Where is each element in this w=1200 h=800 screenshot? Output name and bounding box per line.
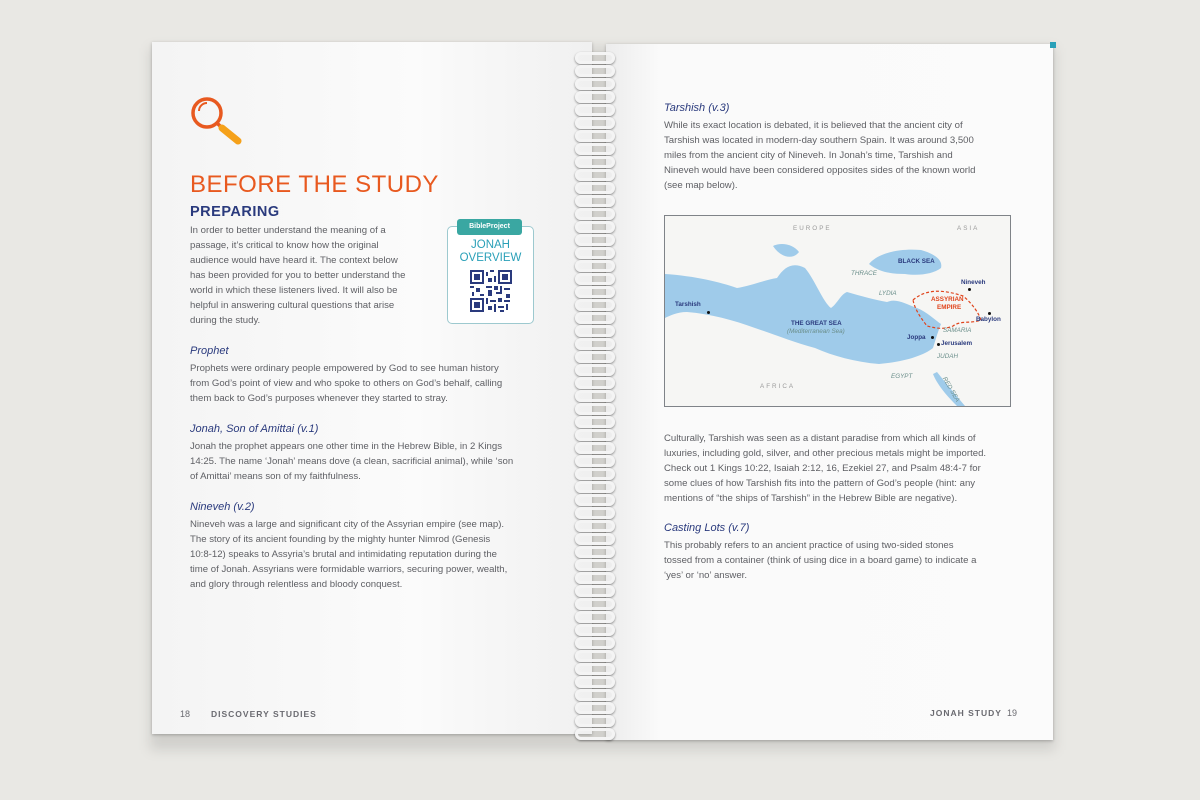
coil-ring bbox=[575, 260, 615, 272]
body-line: The story of its ancient founding by the mighty hunter Nimrod (Genesis bbox=[190, 534, 491, 545]
spiral-coil bbox=[565, 182, 623, 195]
qr-title bbox=[448, 239, 533, 265]
coil-ring bbox=[575, 390, 615, 402]
qr-card[interactable] bbox=[447, 223, 534, 324]
spiral-coil bbox=[565, 221, 623, 234]
section-title: Tarshish (v.3) bbox=[664, 102, 730, 114]
map-label: ASIA bbox=[957, 225, 980, 232]
coil-ring bbox=[575, 65, 615, 77]
coil-ring bbox=[575, 702, 615, 714]
section-title: Prophet bbox=[190, 345, 229, 357]
coil-ring bbox=[575, 689, 615, 701]
map-label: ASSYRIAN bbox=[931, 296, 964, 303]
coil-ring bbox=[575, 455, 615, 467]
coil-ring bbox=[575, 117, 615, 129]
spiral-coil bbox=[565, 689, 623, 702]
body-line: of Amittai’ means son of my faithfulness. bbox=[190, 471, 361, 482]
coil-ring bbox=[575, 325, 615, 337]
coil-ring bbox=[575, 546, 615, 558]
spiral-coil bbox=[565, 143, 623, 156]
intro-line: world in which these listeners lived. It will also be bbox=[190, 285, 398, 296]
coil-ring bbox=[575, 130, 615, 142]
spiral-coil bbox=[565, 442, 623, 455]
coil-ring bbox=[575, 429, 615, 441]
spiral-coil bbox=[565, 728, 623, 741]
spiral-coil bbox=[565, 65, 623, 78]
section-title: Casting Lots (v.7) bbox=[664, 522, 750, 534]
coil-ring bbox=[575, 585, 615, 597]
spiral-coil bbox=[565, 130, 623, 143]
body-line: This probably refers to an ancient practice of using two-sided stones bbox=[664, 540, 954, 551]
coil-ring bbox=[575, 364, 615, 376]
coil-ring bbox=[575, 247, 615, 259]
spiral-coil bbox=[565, 156, 623, 169]
coil-ring bbox=[575, 663, 615, 675]
map-label: Jerusalem bbox=[941, 340, 973, 347]
spiral-coil bbox=[565, 507, 623, 520]
map-label: EGYPT bbox=[891, 373, 913, 380]
coil-ring bbox=[575, 715, 615, 727]
city-dot bbox=[988, 312, 991, 315]
spiral-coil bbox=[565, 208, 623, 221]
footer-left: DISCOVERY STUDIES bbox=[211, 709, 317, 719]
spiral-coil bbox=[565, 611, 623, 624]
map-label: BLACK SEA bbox=[898, 258, 935, 265]
intro-line: has been provided for you to better understand the bbox=[190, 270, 406, 281]
spiral-coil bbox=[565, 572, 623, 585]
coil-ring bbox=[575, 221, 615, 233]
spiral-coil bbox=[565, 312, 623, 325]
spiral-coil bbox=[565, 364, 623, 377]
body-line: Jonah the prophet appears one other time in the Hebrew Bible, in 2 Kings bbox=[190, 441, 502, 452]
body-line: Check out 1 Kings 10:22, Isaiah 2:12, 16, Ezekiel 27, and Psalm 48:4-7 for bbox=[664, 463, 981, 474]
page-heading: BEFORE THE STUDY bbox=[190, 171, 439, 198]
coil-ring bbox=[575, 351, 615, 363]
body-line: ‘yes’ or ‘no’ answer. bbox=[664, 570, 748, 581]
spiral-coil bbox=[565, 598, 623, 611]
page-number-right: 19 bbox=[1007, 708, 1018, 718]
body-line: from God’s point of view and who spoke to others on God’s behalf, calling bbox=[190, 378, 503, 389]
section-subheading: PREPARING bbox=[190, 204, 280, 220]
body-line: Nineveh was a large and significant city of the Assyrian empire (see map). bbox=[190, 519, 505, 530]
bibleproject-badge: BibleProject bbox=[457, 219, 522, 235]
body-line: Tarshish was located in modern-day southern Spain. It was around 3,500 bbox=[664, 135, 974, 146]
map-geography bbox=[665, 216, 1010, 406]
body-line: and glory through relentless and bloody conquest. bbox=[190, 579, 403, 590]
coil-ring bbox=[575, 182, 615, 194]
spiral-coil bbox=[565, 117, 623, 130]
coil-ring bbox=[575, 468, 615, 480]
spiral-coil bbox=[565, 169, 623, 182]
footer-right: JONAH STUDY bbox=[930, 708, 1002, 718]
map-label: Tarshish bbox=[675, 301, 701, 308]
coil-ring bbox=[575, 403, 615, 415]
coil-ring bbox=[575, 598, 615, 610]
map-label: THRACE bbox=[851, 270, 877, 277]
coil-ring bbox=[575, 377, 615, 389]
qr-code bbox=[470, 270, 512, 312]
spiral-coil bbox=[565, 260, 623, 273]
spiral-coil bbox=[565, 91, 623, 104]
coil-ring bbox=[575, 156, 615, 168]
qr-title-line: JONAH bbox=[471, 239, 510, 251]
spiral-coil bbox=[565, 234, 623, 247]
spiral-coil bbox=[565, 273, 623, 286]
body-line: While its exact location is debated, it is believed that the ancient city of bbox=[664, 120, 963, 131]
coil-ring bbox=[575, 533, 615, 545]
spiral-coil bbox=[565, 377, 623, 390]
coil-ring bbox=[575, 650, 615, 662]
spiral-coil bbox=[565, 338, 623, 351]
spiral-coil bbox=[565, 286, 623, 299]
body-line: luxuries, including gold, silver, and other precious metals might be imported. bbox=[664, 448, 987, 459]
spiral-coil bbox=[565, 702, 623, 715]
section-title: Jonah, Son of Amittai (v.1) bbox=[190, 423, 319, 435]
coil-ring bbox=[575, 91, 615, 103]
spiral-coil bbox=[565, 52, 623, 65]
city-dot bbox=[968, 288, 971, 291]
coil-ring bbox=[575, 273, 615, 285]
coil-ring bbox=[575, 624, 615, 636]
body-line: Nineveh would have been considered opposites sides of the known world bbox=[664, 165, 976, 176]
spiral-coil bbox=[565, 715, 623, 728]
body-line: time of Jonah. Assyrians were formidable warriors, securing power, wealth, bbox=[190, 564, 508, 575]
spiral-coil bbox=[565, 637, 623, 650]
spiral-coil bbox=[565, 104, 623, 117]
body-line: mentions of “the ships of Tarshish” in the Hebrew Bible are negative). bbox=[664, 493, 958, 504]
body-line: miles from the ancient city of Nineveh. In Jonah’s time, Tarshish and bbox=[664, 150, 953, 161]
spiral-coil bbox=[565, 481, 623, 494]
map-label: Nineveh bbox=[961, 279, 986, 286]
coil-ring bbox=[575, 481, 615, 493]
map-label: SAMARIA bbox=[943, 327, 972, 334]
magnifying-glass-icon bbox=[188, 95, 244, 145]
page-number-left: 18 bbox=[180, 709, 191, 719]
map-label: Babylon bbox=[976, 316, 1001, 323]
map-label: AFRICA bbox=[760, 383, 796, 390]
coil-ring bbox=[575, 234, 615, 246]
coil-ring bbox=[575, 52, 615, 64]
qr-title-line: OVERVIEW bbox=[459, 252, 522, 264]
coil-ring bbox=[575, 312, 615, 324]
spiral-coil bbox=[565, 520, 623, 533]
city-dot bbox=[931, 336, 934, 339]
spiral-coil bbox=[565, 325, 623, 338]
spiral-coil bbox=[565, 624, 623, 637]
map-label: RED SEA bbox=[940, 375, 961, 404]
coil-ring bbox=[575, 299, 615, 311]
coil-ring bbox=[575, 416, 615, 428]
city-dot bbox=[937, 343, 940, 346]
map-label: LYDIA bbox=[879, 290, 897, 297]
coil-ring bbox=[575, 676, 615, 688]
intro-line: audience would have heard it. The context below bbox=[190, 255, 398, 266]
coil-ring bbox=[575, 611, 615, 623]
map-label: THE GREAT SEA bbox=[791, 320, 842, 327]
intro-line: during the study. bbox=[190, 315, 261, 326]
spiral-coil bbox=[565, 299, 623, 312]
intro-line: passage, it’s critical to know how the original bbox=[190, 240, 379, 251]
body-line: them back to God’s purposes whenever they started to stray. bbox=[190, 393, 448, 404]
spiral-coil bbox=[565, 403, 623, 416]
map-label: EUROPE bbox=[793, 225, 832, 232]
spiral-coil bbox=[565, 416, 623, 429]
intro-line: In order to better understand the meaning of a bbox=[190, 225, 386, 236]
coil-ring bbox=[575, 572, 615, 584]
coil-ring bbox=[575, 286, 615, 298]
coil-ring bbox=[575, 208, 615, 220]
body-line: some clues of how Tarshish fits into the pattern of God’s people (hint: any bbox=[664, 478, 976, 489]
coil-ring bbox=[575, 728, 615, 740]
coil-ring bbox=[575, 494, 615, 506]
spiral-coil bbox=[565, 247, 623, 260]
body-line: 14:25. The name ‘Jonah’ means dove (a clean, sacrificial animal), while ‘son bbox=[190, 456, 514, 467]
coil-ring bbox=[575, 520, 615, 532]
spiral-coil bbox=[565, 468, 623, 481]
spiral-coil bbox=[565, 663, 623, 676]
body-line: tossed from a container (think of using dice in a board game) to indicate a bbox=[664, 555, 977, 566]
body-line: Culturally, Tarshish was seen as a distant paradise from which all kinds of bbox=[664, 433, 976, 444]
spiral-coil bbox=[565, 585, 623, 598]
coil-ring bbox=[575, 442, 615, 454]
map-label: EMPIRE bbox=[937, 304, 962, 311]
map-label: Joppa bbox=[907, 334, 926, 341]
spiral-coil bbox=[565, 650, 623, 663]
spiral-coil bbox=[565, 351, 623, 364]
body-line: Prophets were ordinary people empowered by God to see human history bbox=[190, 363, 499, 374]
spiral-coil bbox=[565, 78, 623, 91]
spiral-coil bbox=[565, 494, 623, 507]
coil-ring bbox=[575, 507, 615, 519]
body-line: (see map below). bbox=[664, 180, 738, 191]
spiral-coil bbox=[565, 676, 623, 689]
coil-ring bbox=[575, 637, 615, 649]
map-label: (Mediterranean Sea) bbox=[787, 328, 845, 335]
coil-ring bbox=[575, 559, 615, 571]
spiral-coil bbox=[565, 546, 623, 559]
coil-ring bbox=[575, 169, 615, 181]
coil-ring bbox=[575, 78, 615, 90]
spiral-binding bbox=[565, 40, 625, 740]
city-dot bbox=[707, 311, 710, 314]
body-line: 10:8-12) speaks to Assyria’s brutal and intimidating reputation during the bbox=[190, 549, 498, 560]
spiral-coil bbox=[565, 559, 623, 572]
ancient-near-east-map bbox=[664, 215, 1011, 407]
coil-ring bbox=[575, 143, 615, 155]
spiral-coil bbox=[565, 533, 623, 546]
section-title: Nineveh (v.2) bbox=[190, 501, 255, 513]
map-label: JUDAH bbox=[937, 353, 958, 360]
coil-ring bbox=[575, 104, 615, 116]
spiral-coil bbox=[565, 195, 623, 208]
spiral-coil bbox=[565, 429, 623, 442]
spiral-coil bbox=[565, 455, 623, 468]
intro-line: helpful in answering cultural questions that arise bbox=[190, 300, 395, 311]
coil-ring bbox=[575, 338, 615, 350]
coil-ring bbox=[575, 195, 615, 207]
spiral-coil bbox=[565, 390, 623, 403]
